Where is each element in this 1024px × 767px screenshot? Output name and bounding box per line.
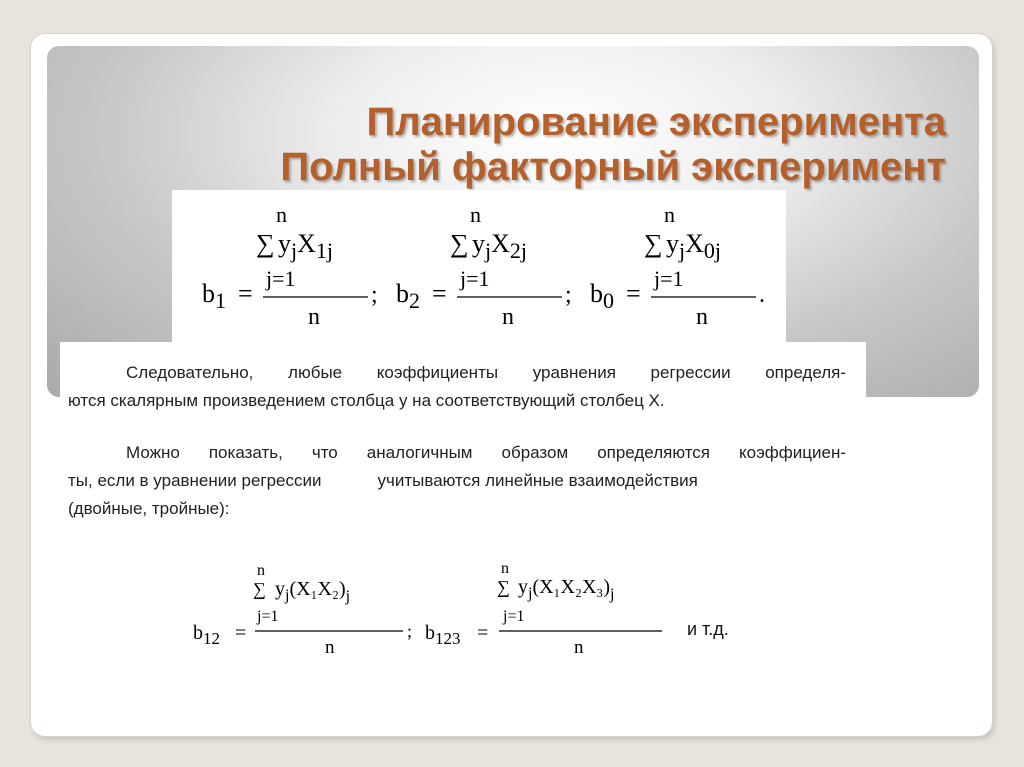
slide-title bbox=[146, 100, 946, 190]
formula-b123-lhs: $b_{123}$ bbox=[425, 622, 461, 648]
formula-b2-sum: ∑ bbox=[450, 229, 469, 258]
formula-b123 bbox=[425, 560, 662, 658]
title-line-2: Полный факторный эксперимент bbox=[280, 145, 946, 189]
svg-text:;: ; bbox=[407, 621, 413, 641]
formula-b12-denominator: n bbox=[325, 637, 335, 658]
formula-b0-denominator: n bbox=[696, 304, 708, 330]
formula-b1 bbox=[202, 202, 378, 330]
formula-b12-lhs: $b_{12}$ bbox=[193, 622, 220, 648]
formula-b2-lower: j=1 bbox=[460, 266, 490, 291]
paragraph-2-line-2b: учитываются линейные взаимодействия bbox=[377, 471, 698, 490]
formula-b123-sum: ∑ bbox=[497, 577, 510, 597]
formula-group-bottom bbox=[185, 555, 685, 665]
formula-b1-term: $y_jX_{1j}$ bbox=[278, 229, 334, 263]
formula-b2-upper: n bbox=[470, 202, 481, 227]
formula-b0-lower: j=1 bbox=[654, 266, 684, 291]
formula-b123-upper: n bbox=[501, 560, 509, 577]
formula-b123-denominator: n bbox=[574, 637, 584, 658]
paragraph-2-line-2a: ты, если в уравнении регрессии bbox=[68, 471, 322, 490]
svg-text:=: = bbox=[238, 279, 253, 308]
svg-text:=: = bbox=[235, 622, 247, 644]
formula-b0-lhs: $b_0$ bbox=[590, 279, 614, 313]
formula-b12-lower: j=1 bbox=[257, 608, 279, 625]
formula-b2-term: $y_jX_{2j}$ bbox=[472, 229, 528, 263]
formula-b12-upper: n bbox=[257, 562, 265, 579]
formula-b12-term: $y_j(X_1X_2)_j$ bbox=[275, 578, 351, 605]
formula-b12-sum: ∑ bbox=[253, 579, 266, 599]
formula-b123-lower: j=1 bbox=[503, 608, 525, 625]
svg-text:;: ; bbox=[565, 282, 572, 308]
etc-text: и т.д. bbox=[687, 619, 729, 639]
paragraph-2-line-3: (двойные, тройные): bbox=[68, 499, 230, 518]
formula-b2-lhs: $b_2$ bbox=[396, 279, 420, 313]
formula-b0 bbox=[590, 202, 765, 330]
formula-b2 bbox=[396, 202, 572, 330]
svg-text:.: . bbox=[759, 282, 765, 308]
paragraph-2 bbox=[68, 439, 846, 523]
formula-b1-upper: n bbox=[276, 202, 287, 227]
formula-b12 bbox=[193, 562, 412, 658]
formula-b1-denominator: n bbox=[308, 304, 320, 330]
formula-b0-sum: ∑ bbox=[644, 229, 663, 258]
formula-group-top bbox=[172, 190, 786, 350]
paragraph-1 bbox=[68, 359, 846, 415]
formula-b1-sum: ∑ bbox=[256, 229, 275, 258]
formula-b0-upper: n bbox=[664, 202, 675, 227]
formula-b1-lower: j=1 bbox=[266, 266, 296, 291]
formula-b2-denominator: n bbox=[502, 304, 514, 330]
formula-b1-lhs: $b_1$ bbox=[202, 279, 226, 313]
svg-text:;: ; bbox=[371, 282, 378, 308]
paragraph-2-line-1: Можно показать, что аналогичным образом определяются коэффициен- bbox=[126, 443, 846, 462]
svg-text:=: = bbox=[432, 279, 447, 308]
title-line-1: Планирование эксперимента bbox=[366, 100, 946, 144]
paragraph-1-line-2: ются скалярным произведением столбца y на соответствующий столбец X. bbox=[68, 391, 665, 410]
paragraph-1-line-1: Следовательно, любые коэффициенты уравнения регрессии определя- bbox=[126, 363, 846, 382]
svg-text:=: = bbox=[626, 279, 641, 308]
formula-b0-term: $y_jX_{0j}$ bbox=[666, 229, 722, 263]
formula-b123-term: $y_j(X_1X_2X_3)_j$ bbox=[518, 576, 615, 603]
svg-text:=: = bbox=[477, 622, 489, 644]
